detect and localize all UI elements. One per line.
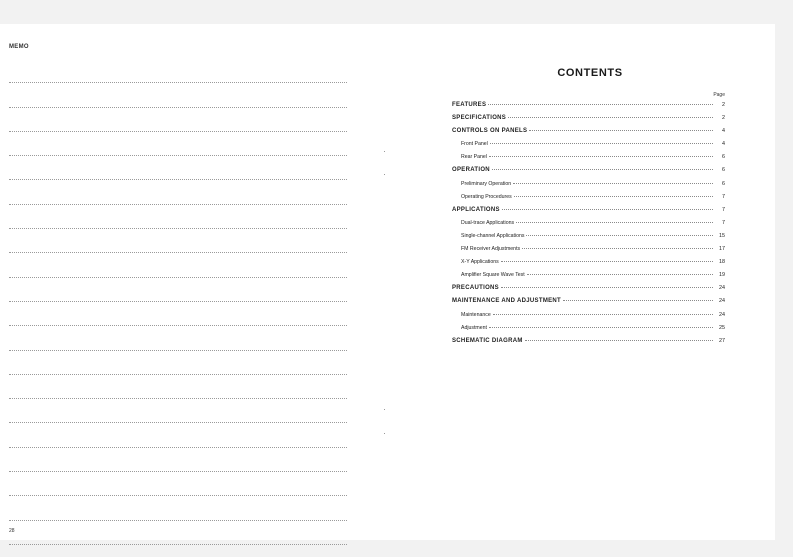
toc-entry — [452, 220, 725, 233]
toc-entry — [452, 233, 725, 246]
toc-entry-page: 6 — [722, 154, 725, 161]
toc-entry-page: 7 — [722, 206, 725, 213]
toc-entry-label: Rear Panel — [461, 154, 487, 161]
memo-rule-line — [9, 156, 347, 180]
memo-rule-line — [9, 423, 347, 447]
toc-entry-label: Operating Procedures — [461, 193, 512, 200]
toc-entry-page: 2 — [722, 115, 725, 122]
toc-entry-label: Dual-trace Applications — [461, 219, 515, 226]
toc-entry-label: CONTROLS ON PANELS — [452, 128, 528, 135]
memo-rule-line — [9, 521, 347, 545]
dot-leader — [502, 209, 713, 210]
toc-entry-page: 4 — [722, 141, 725, 148]
toc-entry-label: X-Y Applications — [461, 259, 499, 266]
memo-rule-line — [9, 472, 347, 496]
memo-title: MEMO — [9, 44, 29, 50]
memo-rule-line — [9, 375, 347, 399]
memo-lines — [9, 59, 347, 545]
memo-rule-line — [9, 59, 347, 83]
toc-entry-label: Preliminary Operation — [461, 180, 512, 187]
toc-entry-page: 7 — [722, 193, 725, 200]
memo-rule-line — [9, 132, 347, 156]
toc-entry — [452, 102, 725, 115]
page-number: 28 — [9, 528, 15, 534]
dot-leader — [514, 196, 713, 197]
toc-entry-label: Front Panel — [461, 141, 488, 148]
toc-entry — [452, 128, 725, 141]
toc-entry-label: MAINTENANCE AND ADJUSTMENT — [452, 298, 562, 305]
toc-entry-page: 6 — [722, 167, 725, 174]
dot-leader — [501, 287, 713, 288]
toc-entry — [452, 194, 725, 207]
dot-leader — [513, 183, 713, 184]
memo-rule-line — [9, 205, 347, 229]
memo-rule-line — [9, 229, 347, 253]
dot-leader — [489, 156, 713, 157]
toc-entry-label: PRECAUTIONS — [452, 285, 499, 292]
dot-leader — [501, 261, 713, 262]
toc-entry — [452, 312, 725, 325]
dot-leader — [489, 327, 713, 328]
toc-entry — [452, 141, 725, 154]
toc-entry-page: 25 — [719, 324, 725, 331]
toc-entry — [452, 207, 725, 220]
contents-page — [400, 24, 775, 540]
memo-rule-line — [9, 253, 347, 277]
memo-rule-line — [9, 180, 347, 204]
toc-entry — [452, 298, 725, 311]
toc-entry — [452, 338, 725, 351]
toc-entry — [452, 246, 725, 259]
memo-rule-line — [9, 278, 347, 302]
toc-entry-page: 27 — [719, 337, 725, 344]
toc-entry-label: FEATURES — [452, 102, 487, 108]
toc-entry-label: SCHEMATIC DIAGRAM — [452, 337, 523, 344]
dot-leader — [527, 274, 713, 275]
toc-entry-page: 19 — [719, 272, 725, 279]
toc-entry-page: 17 — [719, 246, 725, 253]
toc-entry — [452, 181, 725, 194]
memo-rule-line — [9, 83, 347, 107]
dot-leader — [563, 300, 713, 301]
toc-entry-label: Adjustment — [461, 324, 487, 331]
toc-entry-label: OPERATION — [452, 167, 490, 174]
contents-title: CONTENTS — [557, 67, 623, 79]
toc-entry — [452, 272, 725, 285]
toc-entry — [452, 285, 725, 298]
toc-entry-page: 4 — [722, 128, 725, 135]
toc-entry — [452, 167, 725, 180]
toc-entry-page: 24 — [719, 298, 725, 305]
memo-rule-line — [9, 399, 347, 423]
dot-leader — [516, 222, 713, 223]
memo-rule-line — [9, 496, 347, 520]
toc-entry-page: 15 — [719, 232, 725, 239]
toc-entry-label: SPECIFICATIONS — [452, 115, 507, 122]
dot-leader — [488, 104, 713, 105]
toc-entry — [452, 259, 725, 272]
toc-entry-label: Maintenance — [461, 311, 491, 318]
page-column-header: Page — [713, 92, 725, 98]
toc-entry — [452, 115, 725, 128]
scan-speck — [384, 174, 385, 175]
toc-entry-label: FM Receiver Adjustments — [461, 246, 521, 253]
toc-entry-label: Single-channel Applications — [461, 232, 525, 239]
scan-speck — [384, 409, 385, 410]
dot-leader — [526, 235, 713, 236]
memo-page — [0, 24, 360, 540]
memo-rule-line — [9, 302, 347, 326]
toc-entry-label: APPLICATIONS — [452, 206, 500, 213]
memo-rule-line — [9, 448, 347, 472]
dot-leader — [492, 169, 713, 170]
memo-rule-line — [9, 108, 347, 132]
dot-leader — [490, 143, 713, 144]
scan-speck — [384, 151, 385, 152]
dot-leader — [525, 340, 713, 341]
toc-entry — [452, 325, 725, 338]
document-spread — [0, 24, 775, 540]
toc-entry-page: 6 — [722, 180, 725, 187]
toc-entry-page: 24 — [719, 311, 725, 318]
memo-rule-line — [9, 351, 347, 375]
table-of-contents — [452, 102, 725, 351]
toc-entry — [452, 154, 725, 167]
toc-entry-page: 18 — [719, 259, 725, 266]
toc-entry-page: 24 — [719, 285, 725, 292]
dot-leader — [529, 130, 713, 131]
dot-leader — [508, 117, 713, 118]
toc-entry-label: Amplifier Square Wave Test — [461, 272, 525, 279]
scan-speck — [384, 433, 385, 434]
dot-leader — [493, 314, 713, 315]
toc-entry-page: 7 — [722, 219, 725, 226]
dot-leader — [522, 248, 713, 249]
toc-entry-page: 2 — [722, 102, 725, 108]
memo-rule-line — [9, 326, 347, 350]
